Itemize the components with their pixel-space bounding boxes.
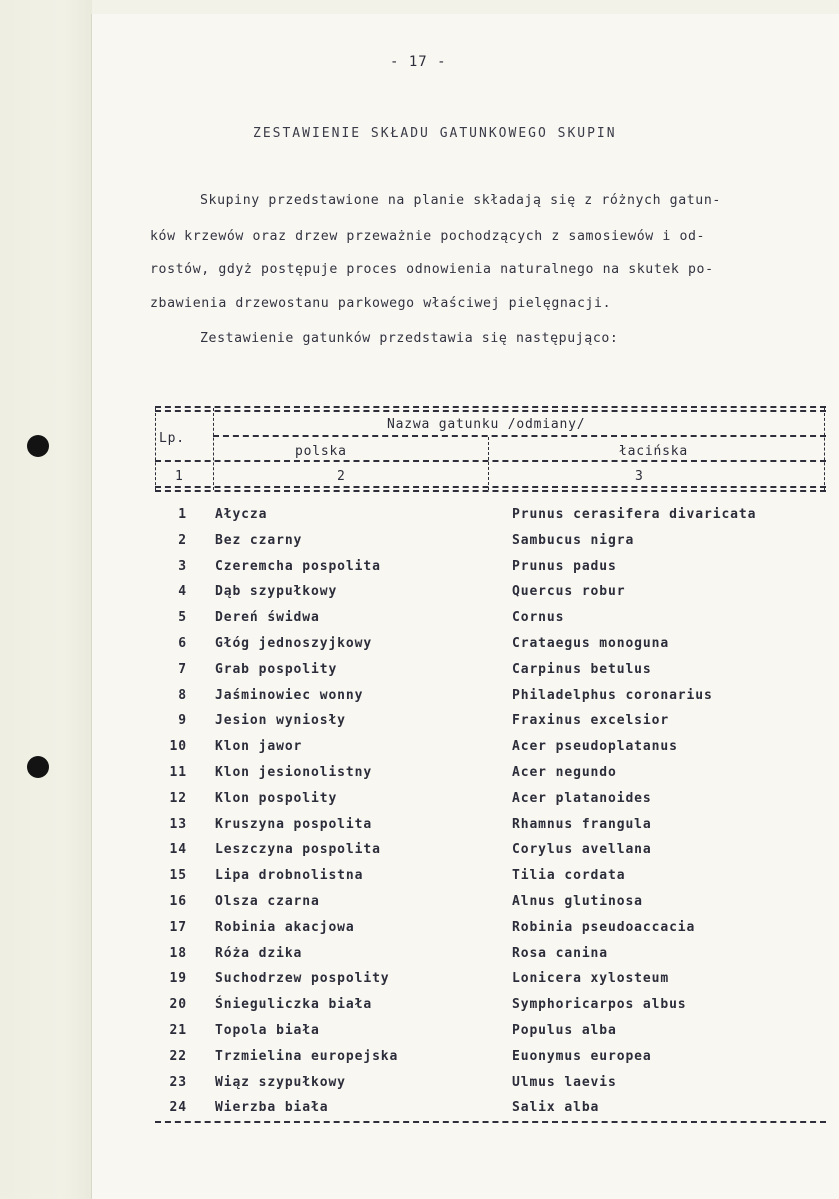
latin-name: Populus alba — [512, 1023, 617, 1038]
polish-name: Trzmielina europejska — [215, 1048, 399, 1064]
name-column-divider — [488, 437, 489, 490]
polish-name: Suchodrzew pospolity — [215, 971, 390, 987]
polish-name: Dereń świdwa — [215, 610, 320, 626]
latin-name: Tilia cordata — [512, 868, 626, 884]
page-left-margin — [0, 0, 92, 1199]
paragraph-line-2: ków krzewów oraz drzew przeważnie pochodzących z samosiewów i od- — [150, 229, 706, 244]
row-number: 18 — [169, 945, 187, 961]
polish-name: Jaśminowiec wonny — [215, 687, 364, 703]
row-number: 22 — [169, 1048, 187, 1064]
table-row — [155, 533, 826, 555]
table-left-border — [155, 408, 156, 490]
polish-name: Głóg jednoszyjkowy — [215, 636, 373, 651]
table-row — [155, 1075, 826, 1097]
latin-name: Acer pseudoplatanus — [512, 739, 678, 755]
row-number: 1 — [178, 507, 187, 522]
table-row — [155, 894, 826, 916]
polish-name: Robinia akacjowa — [215, 919, 355, 935]
punch-hole-top — [27, 435, 49, 457]
latin-name: Acer platanoides — [512, 790, 652, 806]
lp-column-divider — [213, 408, 214, 490]
table-row — [155, 946, 826, 968]
header-number-2: 2 — [337, 469, 346, 484]
table-top-rule-2 — [155, 410, 826, 412]
latin-name: Quercus robur — [512, 584, 626, 600]
latin-name: Crataegus monoguna — [512, 636, 670, 651]
table-right-border — [824, 408, 825, 490]
table-row — [155, 688, 826, 710]
table-row — [155, 765, 826, 787]
polish-name: Olsza czarna — [215, 894, 320, 909]
row-number: 3 — [178, 558, 187, 574]
latin-name: Rosa canina — [512, 945, 608, 961]
latin-name: Euonymus europea — [512, 1048, 652, 1064]
row-number: 20 — [169, 997, 187, 1013]
polish-name: Jesion wyniosły — [215, 713, 346, 729]
polish-name: Lipa drobnolistna — [215, 868, 364, 884]
table-row — [155, 559, 826, 581]
table-row — [155, 971, 826, 993]
row-number: 19 — [169, 971, 187, 987]
table-row — [155, 817, 826, 839]
polish-name: Kruszyna pospolita — [215, 816, 373, 832]
table-row — [155, 1023, 826, 1045]
table-row — [155, 868, 826, 890]
header-number-1: 1 — [175, 469, 184, 484]
polish-name: Topola biała — [215, 1023, 320, 1038]
latin-name: Symphoricarpos albus — [512, 997, 687, 1013]
polish-name: Leszczyna pospolita — [215, 842, 381, 858]
latin-name: Fraxinus excelsior — [512, 713, 670, 729]
row-number: 24 — [169, 1100, 187, 1116]
polish-name: Klon jawor — [215, 739, 303, 755]
document-title: ZESTAWIENIE SKŁADU GATUNKOWEGO SKUPIN — [253, 126, 617, 141]
header-number-3: 3 — [635, 469, 644, 484]
latin-name: Philadelphus coronarius — [512, 687, 713, 703]
row-number: 15 — [169, 868, 187, 884]
row-number: 9 — [178, 713, 187, 729]
table-row — [155, 1100, 826, 1122]
latin-name: Lonicera xylosteum — [512, 971, 670, 987]
paragraph-line-3: rostów, gdyż postępuje proces odnowienia naturalnego na skutek po- — [150, 262, 714, 277]
table-row — [155, 507, 826, 529]
numbering-bottom-rule — [155, 486, 826, 488]
paragraph-line-4: zbawienia drzewostanu parkowego właściwej pielęgnacji. — [150, 296, 612, 311]
latin-name: Alnus glutinosa — [512, 894, 643, 909]
row-number: 8 — [178, 687, 187, 703]
table-row — [155, 920, 826, 942]
polish-name: Grab pospolity — [215, 661, 338, 677]
polish-name: Śnieguliczka biała — [215, 997, 373, 1013]
table-row — [155, 636, 826, 658]
table-row — [155, 1049, 826, 1071]
table-row — [155, 791, 826, 813]
row-number: 17 — [169, 919, 187, 935]
header-species-name: Nazwa gatunku /odmiany/ — [387, 417, 586, 432]
latin-name: Ulmus laevis — [512, 1074, 617, 1090]
polish-name: Ałycza — [215, 507, 268, 522]
row-number: 21 — [169, 1023, 187, 1038]
table-row — [155, 662, 826, 684]
table-row — [155, 739, 826, 761]
header-polish: polska — [295, 444, 347, 459]
table-row — [155, 997, 826, 1019]
polish-name: Róża dzika — [215, 945, 303, 961]
row-number: 16 — [169, 894, 187, 909]
table-row — [155, 842, 826, 864]
polish-name: Czeremcha pospolita — [215, 558, 381, 574]
latin-name: Cornus — [512, 610, 565, 626]
header-mid-rule — [213, 435, 826, 437]
polish-name: Bez czarny — [215, 532, 303, 548]
page-number: - 17 - — [390, 54, 447, 70]
header-bottom-rule — [155, 460, 826, 462]
latin-name: Acer negundo — [512, 765, 617, 780]
species-table — [155, 404, 826, 1124]
intro-line: Zestawienie gatunków przedstawia się następująco: — [200, 331, 619, 346]
header-lp: Lp. — [159, 431, 185, 446]
polish-name: Wierzba biała — [215, 1100, 329, 1116]
polish-name: Klon jesionolistny — [215, 765, 373, 780]
row-number: 13 — [169, 816, 187, 832]
table-top-rule — [155, 406, 826, 408]
table-row — [155, 713, 826, 735]
header-latin: łacińska — [619, 444, 689, 459]
row-number: 5 — [178, 610, 187, 626]
table-row — [155, 610, 826, 632]
latin-name: Robinia pseudoaccacia — [512, 919, 696, 935]
row-number: 23 — [169, 1074, 187, 1090]
polish-name: Wiąz szypułkowy — [215, 1074, 346, 1090]
latin-name: Salix alba — [512, 1100, 600, 1116]
table-row — [155, 584, 826, 606]
paragraph-line-1: Skupiny przedstawione na planie składają się z różnych gatun- — [200, 193, 721, 208]
row-number: 2 — [178, 532, 187, 548]
row-number: 4 — [178, 584, 187, 600]
latin-name: Prunus cerasifera divaricata — [512, 507, 757, 522]
punch-hole-bottom — [27, 756, 49, 778]
numbering-bottom-rule-2 — [155, 490, 826, 492]
latin-name: Sambucus nigra — [512, 532, 635, 548]
row-number: 14 — [169, 842, 187, 858]
row-number: 12 — [169, 790, 187, 806]
table-bottom-rule — [155, 1121, 826, 1123]
latin-name: Rhamnus frangula — [512, 816, 652, 832]
latin-name: Prunus padus — [512, 558, 617, 574]
latin-name: Corylus avellana — [512, 842, 652, 858]
polish-name: Dąb szypułkowy — [215, 584, 338, 600]
row-number: 7 — [178, 661, 187, 677]
latin-name: Carpinus betulus — [512, 661, 652, 677]
polish-name: Klon pospolity — [215, 790, 338, 806]
row-number: 10 — [169, 739, 187, 755]
row-number: 11 — [169, 765, 187, 780]
row-number: 6 — [178, 636, 187, 651]
